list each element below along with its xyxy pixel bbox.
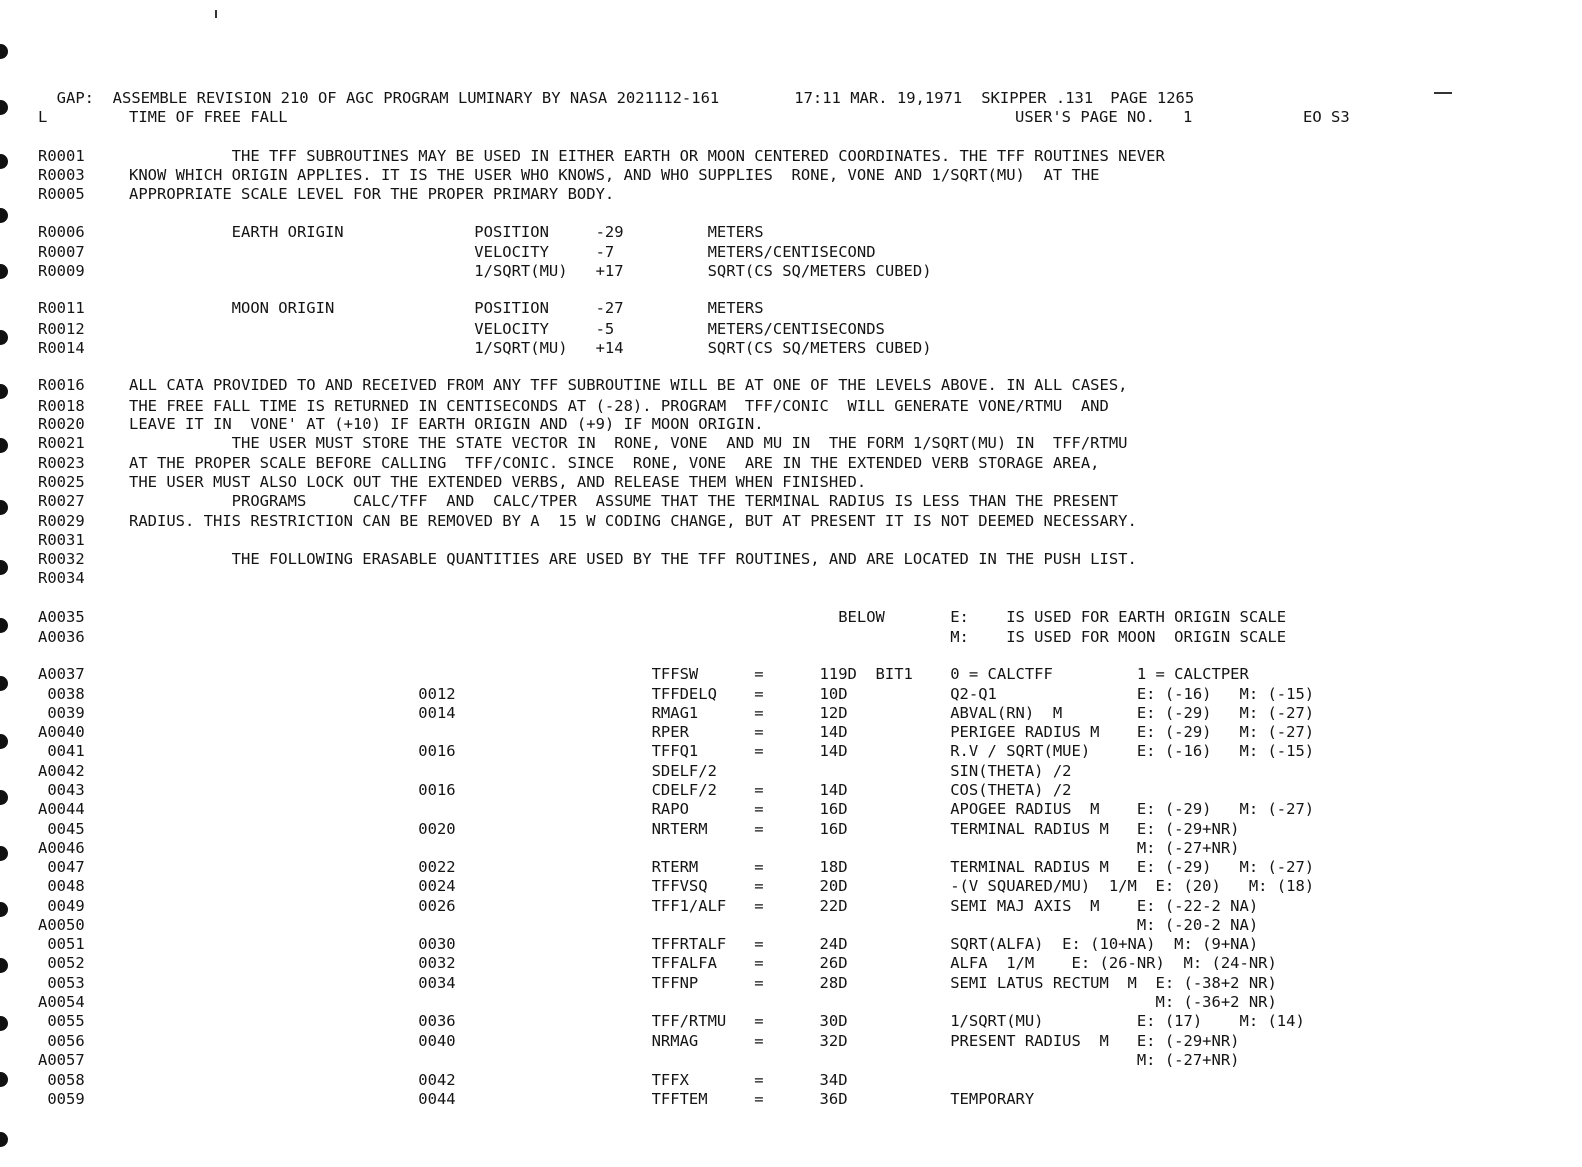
listing-line [38,166,85,184]
users-page-number: USER'S PAGE NO. 1 [1015,108,1193,126]
line-text: 0012 TFFDELQ = 10D Q2-Q1 E: (-16) M: (-15) [129,685,1315,703]
listing-line [129,704,1314,722]
line-id: R0001 [38,147,85,165]
line-id: A0040 [38,723,85,741]
page-header [38,71,1194,107]
listing-line [38,608,85,626]
listing-line [38,512,85,530]
binder-hole [0,438,8,453]
listing-line [129,243,876,261]
listing-line [38,397,85,415]
line-id: 0058 [38,1071,85,1089]
line-text: ALL CATA PROVIDED TO AND RECEIVED FROM ANY TFF SUBROUTINE WILL BE AT ONE OF THE LEVELS ABOVE. IN ALL CASES, [129,376,1128,394]
listing-line [129,993,1277,1011]
line-id: R0031 [38,531,85,549]
listing-line [129,550,1137,568]
line-text: THE USER MUST STORE THE STATE VECTOR IN RONE, VONE AND MU IN THE FORM 1/SQRT(MU) IN TFF/RTMU [129,434,1128,452]
listing-line [129,935,1258,953]
line-id: R0009 [38,262,85,280]
listing-line [129,166,1100,184]
listing-line [38,262,85,280]
line-id: R0018 [38,397,85,415]
listing-line [38,704,85,722]
line-id: R0005 [38,185,85,203]
line-text: SDELF/2 SIN(THETA) /2 [129,762,1072,780]
line-text: PROGRAMS CALC/TFF AND CALC/TPER ASSUME THAT THE TERMINAL RADIUS IS LESS THAN THE PRESENT [129,492,1119,510]
binder-hole [0,330,8,345]
listing-line [38,492,85,510]
line-text: 0016 TFFQ1 = 14D R.V / SQRT(MUE) E: (-16) M: (-15) [129,742,1315,760]
listing-line [38,473,85,491]
line-text: 1/SQRT(MU) +17 SQRT(CS SQ/METERS CUBED) [129,262,932,280]
listing-line [129,320,885,338]
line-id: 0045 [38,820,85,838]
line-id: R0016 [38,376,85,394]
listing-line [129,454,1100,472]
binder-hole [0,734,8,749]
listing-line [38,434,85,452]
print-datetime: 17:11 MAR. 19,1971 [794,89,963,107]
line-text: 0014 RMAG1 = 12D ABVAL(RN) M E: (-29) M: (-27) [129,704,1315,722]
listing-line [129,299,764,317]
listing-line [38,1090,85,1108]
line-text: 0036 TFF/RTMU = 30D 1/SQRT(MU) E: (17) M: (14) [129,1012,1305,1030]
listing-line [129,742,1314,760]
line-id: R0014 [38,339,85,357]
binder-hole [0,676,8,691]
line-text: 0042 TFFX = 34D [129,1071,848,1089]
listing-line [38,569,85,587]
line-id: A0035 [38,608,85,626]
line-text: M: (-27+NR) [129,1051,1240,1069]
line-text: KNOW WHICH ORIGIN APPLIES. IT IS THE USER WHO KNOWS, AND WHO SUPPLIES RONE, VONE AND 1/SQRT(MU) AT THE [129,166,1100,184]
line-id: A0050 [38,916,85,934]
line-id: A0036 [38,628,85,646]
line-id: 0055 [38,1012,85,1030]
line-text: 0032 TFFALFA = 26D ALFA 1/M E: (26-NR) M: (24-NR) [129,954,1277,972]
listing-line [38,185,85,203]
line-text: 0030 TFFRTALF = 24D SQRT(ALFA) E: (10+NA) M: (9+NA) [129,935,1259,953]
listing-line [38,376,85,394]
line-id: A0044 [38,800,85,818]
listing-line [38,1012,85,1030]
listing-line [129,916,1258,934]
line-id: R0034 [38,569,85,587]
line-text: 1/SQRT(MU) +14 SQRT(CS SQ/METERS CUBED) [129,339,932,357]
listing-line [129,512,1137,530]
listing-line [38,147,85,165]
line-id: R0023 [38,454,85,472]
listing-line [38,223,85,241]
listing-line [129,608,1286,626]
listing-line [129,723,1314,741]
listing-line [38,454,85,472]
line-id: 0052 [38,954,85,972]
listing-line [129,897,1258,915]
line-text: LEAVE IT IN VONE' AT (+10) IF EARTH ORIGIN AND (+9) IF MOON ORIGIN. [129,415,764,433]
listing-line [129,800,1314,818]
binder-hole [0,384,8,399]
line-text: RAPO = 16D APOGEE RADIUS M E: (-29) M: (-27) [129,800,1315,818]
line-id: A0054 [38,993,85,1011]
line-id: 0049 [38,897,85,915]
listing-line [38,628,85,646]
page-number: PAGE 1265 [1110,89,1195,107]
line-text: VELOCITY -5 METERS/CENTISECONDS [129,320,885,338]
binder-hole [0,208,8,223]
line-text: 0016 CDELF/2 = 14D COS(THETA) /2 [129,781,1072,799]
listing-line [38,665,85,683]
listing-line [38,1051,85,1069]
listing-line [129,839,1239,857]
line-id: R0011 [38,299,85,317]
binder-hole [0,958,8,973]
line-id: A0042 [38,762,85,780]
line-text: M: IS USED FOR MOON ORIGIN SCALE [129,628,1287,646]
line-id: 0056 [38,1032,85,1050]
binder-hole [0,902,8,917]
listing-line [38,299,85,317]
listing-line [38,1032,85,1050]
line-text: M: (-27+NR) [129,839,1240,857]
listing-line [129,974,1277,992]
line-id: 0053 [38,974,85,992]
line-text: THE TFF SUBROUTINES MAY BE USED IN EITHER EARTH OR MOON CENTERED COORDINATES. THE TFF ROUTINES NEVER [129,147,1165,165]
binder-hole [0,100,8,115]
listing-line [38,685,85,703]
line-id: R0027 [38,492,85,510]
line-text: TFFSW = 119D BIT1 0 = CALCTFF 1 = CALCTPER [129,665,1249,683]
listing-line [129,954,1277,972]
listing-line [38,243,85,261]
listing-line [38,550,85,568]
listing-line [38,897,85,915]
stray-mark [215,10,217,18]
listing-line [129,376,1128,394]
line-text: 0040 NRMAG = 32D PRESENT RADIUS M E: (-29+NR) [129,1032,1240,1050]
line-id: R0029 [38,512,85,530]
listing-line [38,781,85,799]
binder-hole [0,1072,8,1087]
line-text: EARTH ORIGIN POSITION -29 METERS [129,223,764,241]
listing-line [129,397,1109,415]
line-id: 0039 [38,704,85,722]
line-text: 0024 TFFVSQ = 20D -(V SQUARED/MU) 1/M E: (20) M: (18) [129,877,1315,895]
line-id: 0043 [38,781,85,799]
section-title: TIME OF FREE FALL [129,108,288,126]
listing-line [129,781,1072,799]
listing-line [129,185,614,203]
line-text: BELOW E: IS USED FOR EARTH ORIGIN SCALE [129,608,1287,626]
binder-hole [0,154,8,169]
listing-line [38,839,85,857]
listing-line [38,954,85,972]
line-id: 0038 [38,685,85,703]
subheader-type: L [38,108,48,126]
listing-line [38,916,85,934]
binder-hole [0,846,8,861]
listing-line [38,415,85,433]
line-id: 0041 [38,742,85,760]
line-id: R0020 [38,415,85,433]
line-id: A0046 [38,839,85,857]
listing-line [129,628,1286,646]
listing-line [38,800,85,818]
line-text: THE USER MUST ALSO LOCK OUT THE EXTENDED VERBS, AND RELEASE THEM WHEN FINISHED. [129,473,867,491]
listing-line [38,742,85,760]
listing-line [38,320,85,338]
line-id: 0048 [38,877,85,895]
line-id: 0047 [38,858,85,876]
line-id: 0051 [38,935,85,953]
line-id: R0021 [38,434,85,452]
listing-line [129,820,1239,838]
line-text: 0044 TFFTEM = 36D TEMPORARY [129,1090,1035,1108]
listing-line [129,685,1314,703]
listing-line [129,1032,1239,1050]
listing-line [129,1071,848,1089]
line-id: R0007 [38,243,85,261]
listing-line [129,473,866,491]
binder-hole [0,560,8,575]
line-text: MOON ORIGIN POSITION -27 METERS [129,299,764,317]
listing-line [129,665,1249,683]
line-id: R0003 [38,166,85,184]
line-id: 0059 [38,1090,85,1108]
listing-line [129,147,1165,165]
line-text: RADIUS. THIS RESTRICTION CAN BE REMOVED BY A 15 W CODING CHANGE, BUT AT PRESENT IT IS NOT DEEMED NECESSARY. [129,512,1137,530]
line-text: APPROPRIATE SCALE LEVEL FOR THE PROPER PRIMARY BODY. [129,185,615,203]
eo-code: EO S3 [1303,108,1350,126]
listing-line [129,415,764,433]
line-id: R0006 [38,223,85,241]
header-rule [1434,92,1452,94]
line-id: A0057 [38,1051,85,1069]
line-text: M: (-20-2 NA) [129,916,1259,934]
listing-line [38,877,85,895]
listing-line [38,1071,85,1089]
listing-line [129,434,1128,452]
binder-hole [0,1132,8,1147]
listing-line [38,993,85,1011]
binder-hole [0,264,8,279]
listing-line [129,858,1314,876]
line-text: 0026 TFF1/ALF = 22D SEMI MAJ AXIS M E: (-22-2 NA) [129,897,1259,915]
line-text: VELOCITY -7 METERS/CENTISECOND [129,243,876,261]
listing-line [129,1051,1239,1069]
listing-line [129,877,1314,895]
listing-line [38,820,85,838]
listing-line [129,262,932,280]
binder-hole [0,500,8,515]
line-text: RPER = 14D PERIGEE RADIUS M E: (-29) M: (-27) [129,723,1315,741]
line-text: THE FOLLOWING ERASABLE QUANTITIES ARE USED BY THE TFF ROUTINES, AND ARE LOCATED IN THE PUSH LIST. [129,550,1137,568]
listing-line [129,223,764,241]
listing-line [38,531,85,549]
line-text: 0022 RTERM = 18D TERMINAL RADIUS M E: (-29) M: (-27) [129,858,1315,876]
line-text: THE FREE FALL TIME IS RETURNED IN CENTISECONDS AT (-28). PROGRAM TFF/CONIC WILL GENERATE VONE/RTMU AND [129,397,1109,415]
line-id: R0025 [38,473,85,491]
listing-line [38,723,85,741]
listing-line [129,1090,1034,1108]
line-text: 0020 NRTERM = 16D TERMINAL RADIUS M E: (-29+NR) [129,820,1240,838]
listing-line [38,339,85,357]
operator: SKIPPER .131 [981,89,1094,107]
listing-line [129,1012,1305,1030]
binder-hole [0,1016,8,1031]
line-id: R0012 [38,320,85,338]
listing-line [38,974,85,992]
line-text: M: (-36+2 NR) [129,993,1277,1011]
binder-hole [0,44,8,59]
assembly-title: GAP: ASSEMBLE REVISION 210 OF AGC PROGRAM LUMINARY BY NASA 2021112-161 [56,89,720,107]
listing-line [38,762,85,780]
binder-hole [0,790,8,805]
line-text: 0034 TFFNP = 28D SEMI LATUS RECTUM M E: (-38+2 NR) [129,974,1277,992]
listing-line [129,492,1118,510]
listing-line [38,858,85,876]
line-id: R0032 [38,550,85,568]
listing-line [129,339,932,357]
listing-line [129,762,1072,780]
listing-line [38,935,85,953]
line-text: AT THE PROPER SCALE BEFORE CALLING TFF/CONIC. SINCE RONE, VONE ARE IN THE EXTENDED VERB STORAGE AREA, [129,454,1100,472]
line-id: A0037 [38,665,85,683]
binder-hole [0,618,8,633]
